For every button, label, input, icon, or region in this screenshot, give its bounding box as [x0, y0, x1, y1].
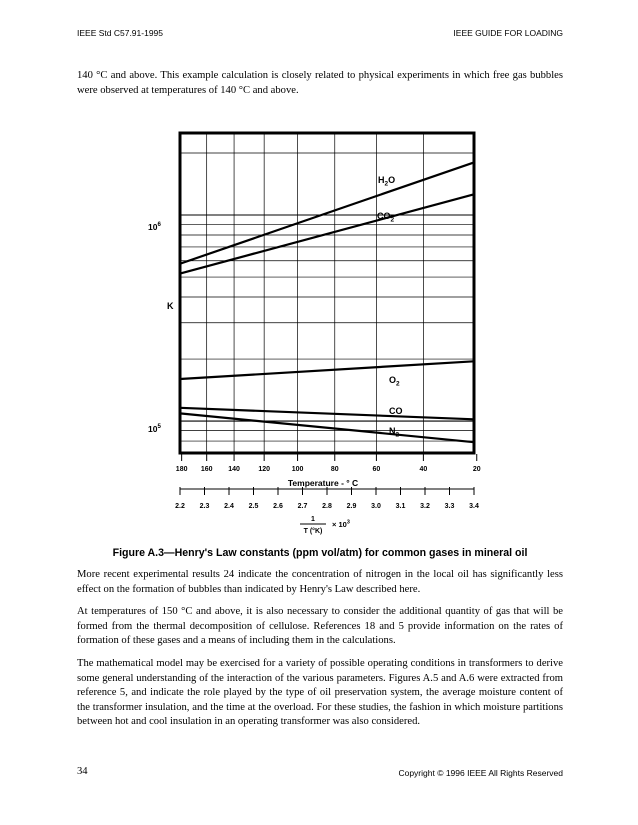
x-secondary-tick-label: 2.9 [346, 503, 357, 510]
paragraph-nitrogen: More recent experimental results 24 indicate the concentration of nitrogen in the local oil has significantly less effect on the formation of bubbles than indicated by Henry's Law described here. [77, 569, 563, 595]
x-secondary-tick-label: 2.4 [224, 503, 234, 510]
x-secondary-tick-label: 3.0 [371, 503, 381, 510]
x-primary-tick-label: 120 [258, 466, 271, 473]
running-header-left: IEEE Std C57.91-1995 [77, 28, 164, 38]
page-number: 34 [77, 766, 88, 777]
x-secondary-tick-label: 3.1 [395, 503, 406, 510]
series-label-co2: $CO_2$ [377, 211, 395, 224]
x-secondary-tick-label: 2.2 [175, 503, 185, 510]
x-secondary-title-denominator: T (°K) [303, 528, 323, 535]
copyright-footer: Copyright © 1996 IEEE All Rights Reserved [398, 768, 563, 778]
x-secondary-tick-label: 2.6 [273, 503, 283, 510]
figure-caption: Figure A.3—Henry's Law constants (ppm vol/atm) for common gases in mineral oil [112, 547, 528, 559]
plot-frame [180, 133, 474, 453]
y-tick-label: $10^6$ [148, 221, 161, 232]
x-primary-tick-label: 60 [372, 466, 381, 473]
series-label-o2: $O_2$ [389, 375, 400, 388]
x-primary-tick-label: 140 [228, 466, 240, 473]
x-primary-axis-title: Temperature - ° C [287, 478, 359, 488]
y-tick-label: $10^5$ [148, 423, 161, 434]
x-secondary-tick-label: 2.7 [297, 503, 308, 510]
series-label-h2o: $H_2O$ [378, 175, 396, 188]
x-secondary-tick-label: 2.3 [199, 503, 210, 510]
series-label-n2: $N_2$ [389, 426, 400, 439]
paragraph-intro: 140 °C and above. This example calculation is closely related to physical experiments in which free gas bubbles were observed at temperatures of 140 °C and above. [77, 70, 563, 96]
paragraph-cellulose: At temperatures of 150 °C and above, it is also necessary to consider the additional quantity of gas that will be formed from the thermal decomposition of cellulose. References 18 and 5 provide information on the rates of formation of these gases and a means of including them in the calculations. [77, 606, 563, 646]
running-header-right: IEEE GUIDE FOR LOADING [453, 28, 563, 38]
x-secondary-tick-label: 2.5 [248, 503, 259, 510]
x-secondary-tick-label: 2.8 [322, 503, 332, 510]
x-primary-tick-label: 160 [200, 466, 213, 473]
paragraph-model: The mathematical model may be exercised for a variety of possible operating conditions in transformers to derive some general understanding of the interaction of the various parameters. Figures A.5 and A.6 were extracted from reference 5, and indicate the role played by the type of oil preservation system, the average moisture content of the transformer insulation, and the time at the overload. For these studies, the fashion in which moisture partitions between hot and cool insulation in an operating transformer was also considered. [77, 658, 563, 727]
x-primary-tick-label: 40 [419, 466, 428, 473]
series-line-h2o [180, 162, 474, 263]
x-primary-tick-label: 180 [175, 466, 188, 473]
series-line-co2 [180, 194, 474, 273]
x-secondary-title-numerator: 1 [311, 516, 315, 523]
series-label-co: CO [389, 406, 403, 416]
x-secondary-tick-label: 3.3 [444, 503, 455, 510]
x-secondary-tick-label: 3.2 [420, 503, 430, 510]
series-line-o2 [180, 361, 474, 379]
x-primary-tick-label: 100 [291, 466, 304, 473]
x-secondary-tick-label: 3.4 [469, 503, 479, 510]
x-primary-tick-label: 20 [472, 466, 481, 473]
x-secondary-title-factor: × $10^3$ [332, 519, 350, 529]
y-axis-label: K [167, 301, 174, 311]
x-primary-tick-label: 80 [330, 466, 339, 473]
